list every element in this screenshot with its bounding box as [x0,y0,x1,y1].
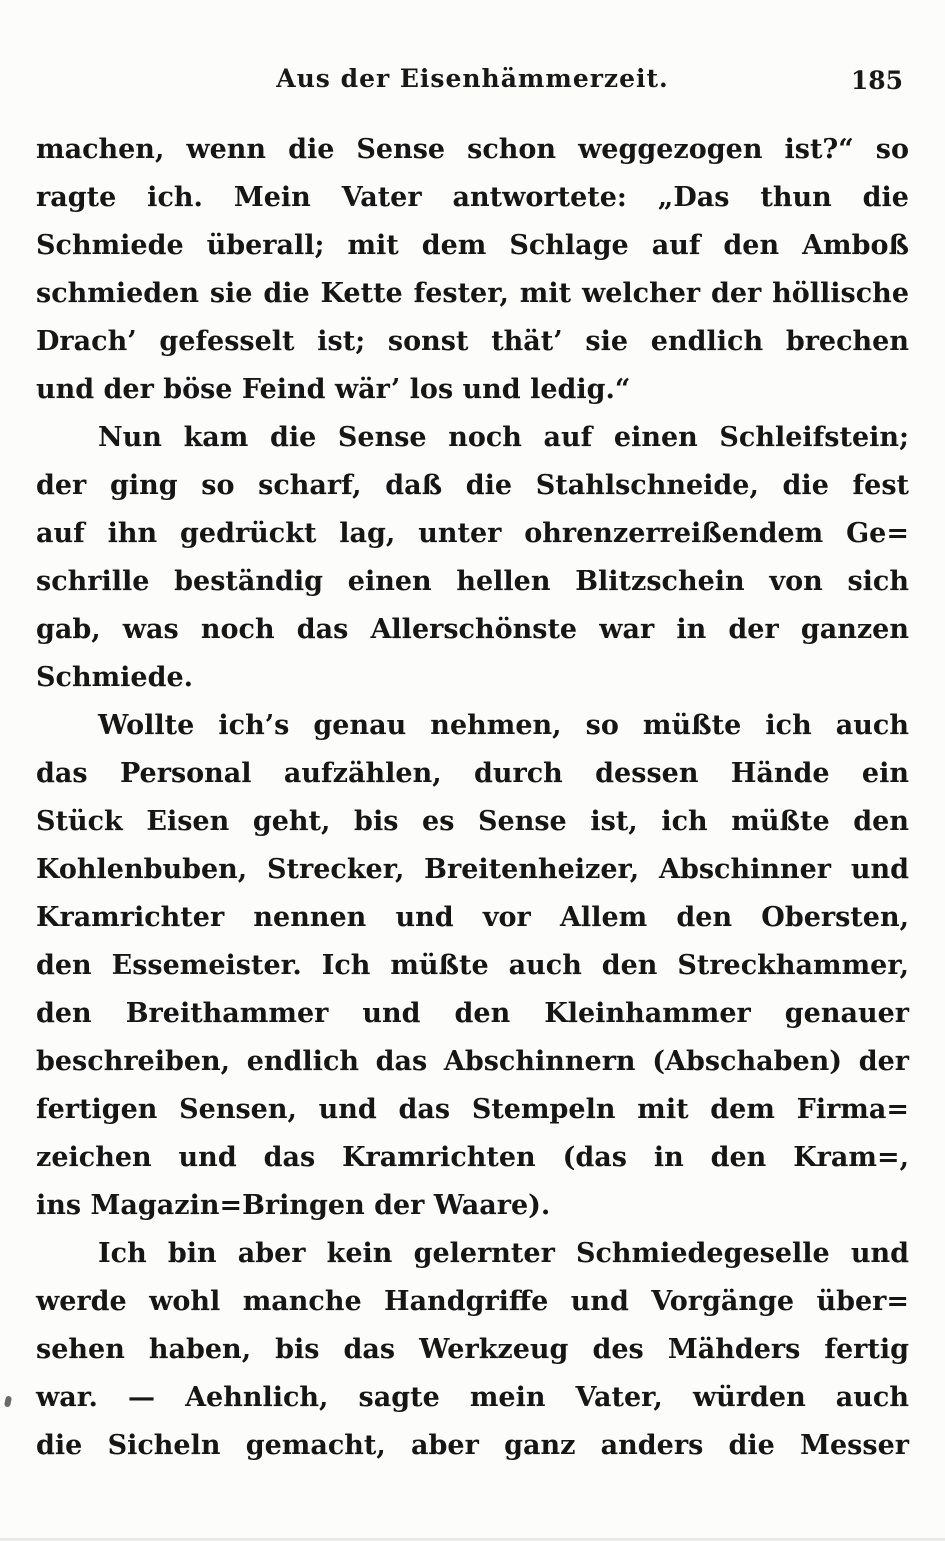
text-line: Kohlenbuben, Strecker, Breitenheizer, Abschinner und [36,854,909,885]
text-line: schmieden sie die Kette fester, mit welcher der höllische [36,278,909,309]
body-text-block [36,126,909,1470]
text-line: ragte ich. Mein Vater antwortete: „Das thun die [36,182,909,213]
text-line: beschreiben, endlich das Abschinnern (Abschaben) der [36,1046,909,1077]
text-line: Stück Eisen geht, bis es Sense ist, ich müßte den [36,806,909,837]
text-line: die Sicheln gemacht, aber ganz anders die Messer [36,1430,909,1461]
text-line: schrille beständig einen hellen Blitzschein von sich [36,566,909,597]
text-line: machen, wenn die Sense schon weggezogen ist?“ so [36,134,909,165]
running-header [0,64,945,108]
text-line: Schmiede. [36,662,194,693]
text-line: fertigen Sensen, und das Stempeln mit dem Firma= [36,1094,909,1125]
header-title: Aus der Eisenhämmerzeit. [276,64,669,93]
text-line: ins Magazin=Bringen der Waare). [36,1190,551,1221]
text-line: war. — Aehnlich, sagte mein Vater, würden auch [36,1382,909,1413]
text-line: der ging so scharf, daß die Stahlschneide, die fest [36,470,909,501]
text-line: werde wohl manche Handgriffe und Vorgänge über= [36,1286,909,1317]
scan-artifact [4,1395,12,1407]
text-line: Drach’ gefesselt ist; sonst thät’ sie endlich brechen [36,326,909,357]
text-line: Wollte ich’s genau nehmen, so müßte ich auch [98,710,909,741]
text-line: das Personal aufzählen, durch dessen Hände ein [36,758,909,789]
text-line: Schmiede überall; mit dem Schlage auf den Amboß [36,230,909,261]
text-line: Ich bin aber kein gelernter Schmiedegeselle und [98,1238,909,1269]
text-line: zeichen und das Kramrichten (das in den Kram=, [36,1142,909,1173]
page-number: 185 [850,66,903,95]
text-line: Nun kam die Sense noch auf einen Schleifstein; [98,422,909,453]
text-line: sehen haben, bis das Werkzeug des Mähders fertig [36,1334,909,1365]
text-line: Kramrichter nennen und vor Allem den Obersten, [36,902,909,933]
text-line: auf ihn gedrückt lag, unter ohrenzerreißendem Ge= [36,518,909,549]
text-line: den Breithammer und den Kleinhammer genauer [36,998,909,1029]
text-line: den Essemeister. Ich müßte auch den Streckhammer, [36,950,909,981]
text-line: gab, was noch das Allerschönste war in der ganzen [36,614,909,645]
text-line: und der böse Feind wär’ los und ledig.“ [36,374,631,405]
